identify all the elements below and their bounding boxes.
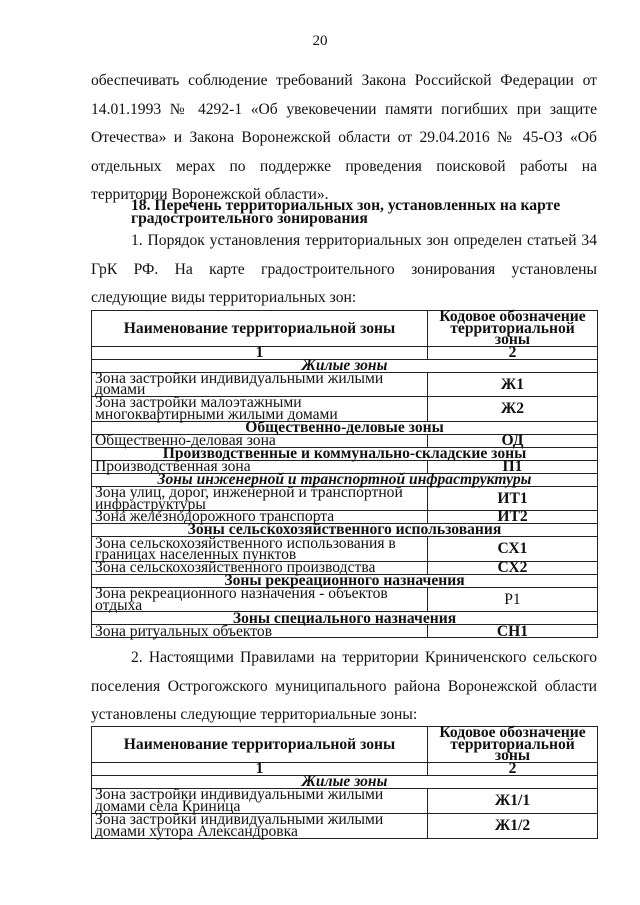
- zone-code: ОД: [428, 434, 598, 447]
- table-row: [92, 537, 598, 562]
- zone-code: ИТ2: [428, 511, 598, 524]
- zone-category: Зоны специального назначения: [92, 612, 598, 625]
- zone-category: Зоны рекреационного назначения: [92, 575, 598, 588]
- header-zone-code: Кодовое обозначение территориальной зоны: [428, 311, 598, 347]
- zone-code: Р1: [428, 588, 598, 612]
- zone-name: Зона рекреационного назначения - объектов отдыха: [92, 588, 428, 612]
- zone-name: Зона ритуальных объектов: [92, 625, 428, 638]
- zone-name: Зона застройки индивидуальными жилыми домами: [92, 372, 428, 396]
- table-row: [92, 486, 598, 510]
- zone-code: П1: [428, 460, 598, 473]
- section-heading: 18. Перечень территориальных зон, установленных на карте градостроительного зонирования: [131, 197, 561, 227]
- zones-table-1: [91, 310, 598, 638]
- zones-table-2: [91, 726, 598, 839]
- table-row: [92, 788, 598, 813]
- zone-category: Зоны инженерной и транспортной инфраструктуры: [92, 473, 598, 486]
- header-zone-name: Наименование территориальной зоны: [92, 311, 428, 347]
- zone-name: Общественно-деловая зона: [92, 434, 428, 447]
- table-row: [92, 813, 598, 838]
- column-number: 2: [428, 762, 598, 775]
- zone-category: Жилые зоны: [92, 359, 598, 372]
- zone-name: Зона застройки малоэтажными многоквартирными жилыми домами: [92, 396, 428, 421]
- zone-name: Зона сельскохозяйственного использования в границах населенных пунктов: [92, 537, 428, 562]
- zone-code: СН1: [428, 625, 598, 638]
- table-row: [92, 588, 598, 612]
- zone-code: Ж1/1: [428, 788, 598, 813]
- zone-code: СХ1: [428, 537, 598, 562]
- zone-category: Жилые зоны: [92, 775, 598, 788]
- zone-name: Зона застройки индивидуальными жилыми домами села Криница: [92, 788, 428, 813]
- zone-category: Общественно-деловые зоны: [92, 421, 598, 434]
- page-number: 20: [312, 33, 328, 49]
- zone-code: Ж2: [428, 396, 598, 421]
- zone-name: Производственная зона: [92, 460, 428, 473]
- column-number: 1: [92, 346, 428, 359]
- zone-name: Зона железнодорожного транспорта: [92, 511, 428, 524]
- header-zone-name: Наименование территориальной зоны: [92, 727, 428, 763]
- zone-category: Производственные и коммунально-складские зоны: [92, 447, 598, 460]
- zone-code: СХ2: [428, 562, 598, 575]
- table-header-row: [92, 311, 598, 347]
- header-zone-code: Кодовое обозначение территориальной зоны: [428, 727, 598, 763]
- zone-category: Зоны сельскохозяйственного использования: [92, 524, 598, 537]
- zone-name: Зона сельскохозяйственного производства: [92, 562, 428, 575]
- paragraph-1: 1. Порядок установления территориальных зон определен статьей 34 ГрК РФ. На карте градостроительного зонирования установлены следующие виды территориальных зон:: [91, 232, 597, 306]
- intro-paragraph: обеспечивать соблюдение требований Закона Российской Федерации от 14.01.1993 № 4292-1 «Об увековечении памяти погибших при защите Отечества» и Закона Воронежской области от 29.04.2016 № 45-ОЗ «Об отдельных мерах по поддержке проведения поисковой работы на территории Воронежской области».: [91, 72, 597, 203]
- table-row: [92, 625, 598, 638]
- zone-code: Ж1/2: [428, 813, 598, 838]
- zone-name: Зона улиц, дорог, инженерной и транспортной инфраструктуры: [92, 486, 428, 510]
- table-header-row: [92, 727, 598, 763]
- table-row: [92, 396, 598, 421]
- zone-code: ИТ1: [428, 486, 598, 510]
- column-number: 1: [92, 762, 428, 775]
- column-number: 2: [428, 346, 598, 359]
- table-row: [92, 372, 598, 396]
- paragraph-2: 2. Настоящими Правилами на территории Криниченского сельского поселения Острогожского муниципального района Воронежской области установлены следующие территориальные зоны:: [91, 649, 597, 723]
- zone-name: Зона застройки индивидуальными жилыми домами хутора Александровка: [92, 813, 428, 838]
- zone-code: Ж1: [428, 372, 598, 396]
